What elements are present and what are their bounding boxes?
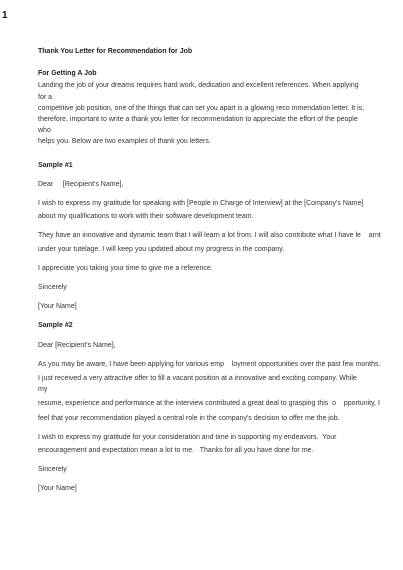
text-line: As you may be aware, I have been applying for various emp loyment opportunities over the past few months. bbox=[38, 360, 381, 368]
text-line: therefore, important to write a thank you letter for recommendation to appreciate the effort of the people who bbox=[38, 116, 358, 135]
sample-1-paragraph-2 bbox=[38, 230, 381, 254]
text-line: encouragement and expectation mean a lot to me. Thanks for all you have done for me. bbox=[38, 447, 314, 455]
sample-1-signature: [Your Name] bbox=[38, 303, 77, 311]
section-heading: For Getting A Job bbox=[38, 70, 97, 78]
text-line: feel that your recommendation played a central role in the company's decision to offer me the job. bbox=[38, 414, 340, 422]
text-line: They have an innovative and dynamic team that I will learn a lot from. I will also contribute what I have le arnt bbox=[38, 232, 381, 240]
text-line: under your tutelage. I will keep you updated about my progress in the company. bbox=[38, 245, 285, 253]
sample-1-heading: Sample #1 bbox=[38, 161, 73, 169]
sample-2-heading: Sample #2 bbox=[38, 322, 73, 330]
sample-2-closing: Sincerely bbox=[38, 466, 67, 474]
text-line: competitive job position, one of the things that can set you apart is a glowing reco mmendation letter. It is, bbox=[38, 104, 365, 112]
text-line: about my qualifications to work with their software development team. bbox=[38, 213, 254, 221]
sample-1-paragraph-3: I appreciate you taking your time to give me a reference. bbox=[38, 264, 213, 272]
sample-2-signature: [Your Name] bbox=[38, 485, 77, 493]
sample-2-paragraph-1 bbox=[38, 359, 381, 424]
sample-1-salutation: Dear [Recipient's Name], bbox=[38, 180, 124, 188]
text-line: helps you. Below are two examples of thank you letters. bbox=[38, 138, 211, 146]
letter-document bbox=[38, 46, 381, 495]
sample-2-paragraph-2 bbox=[38, 432, 366, 456]
text-line: I wish to express my gratitude for speaking with [People in Charge of Interview] at the [Company's Name] bbox=[38, 200, 364, 208]
document-title: Thank You Letter for Recommendation for Job bbox=[38, 48, 193, 55]
intro-paragraph bbox=[38, 80, 366, 147]
text-line: Landing the job of your dreams requires hard work, dedication and excellent references. When applying for a bbox=[38, 82, 359, 101]
text-line: I wish to express my gratitude for your consideration and time in supporting my endeavors. Your bbox=[38, 433, 337, 441]
sample-2-salutation: Dear [Recipient's Name], bbox=[38, 341, 116, 349]
text-line: resume, experience and performance at the interview contributed a great deal to grasping this o pportunity, I bbox=[38, 400, 380, 408]
text-line: I just received a very attractive offer to fill a vacant position at a innovative and exciting company. While my bbox=[38, 375, 357, 394]
page-number: 1 bbox=[2, 10, 8, 21]
sample-1-paragraph-1 bbox=[38, 198, 366, 222]
sample-1-closing: Sincerely bbox=[38, 284, 67, 292]
